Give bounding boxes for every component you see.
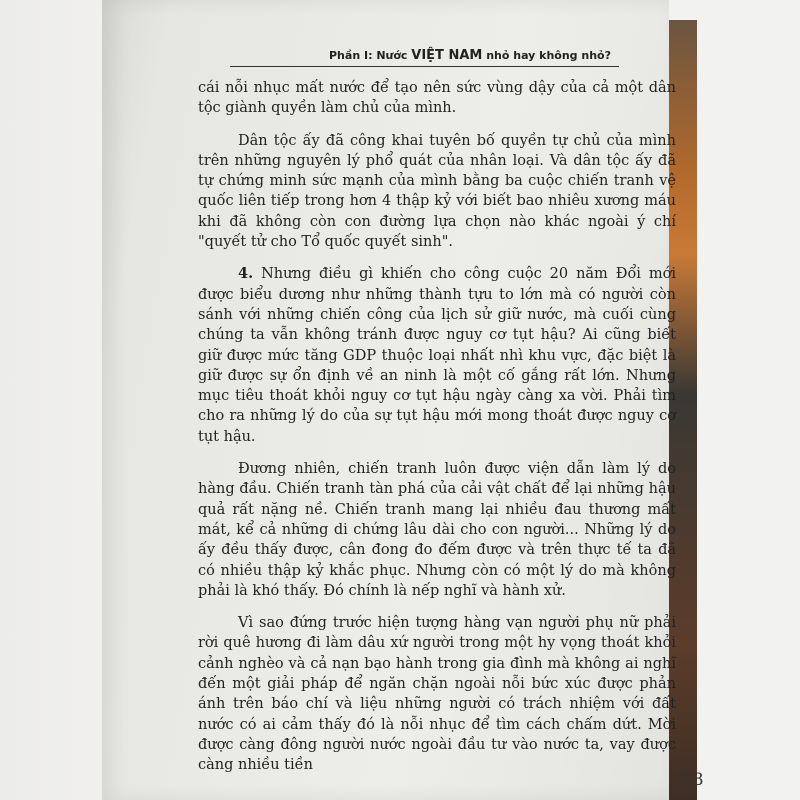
paragraph-3-text: Nhưng điều gì khiến cho công cuộc 20 năm Đổi mới được biểu dương như những thành tựu to lớn mà có người còn sánh với những chiến công của lịch sử giữ nước, mà cuối cùng chúng ta vẫn không tránh được nguy cơ tụt hậu? Ai cũng biết giữ được mức tăng GDP thuộc loại nhất nhì khu vực, đặc biệt là giữ được sự ổn định về an ninh là một cố gắng rất lớn. Nhưng mục tiêu thoát khỏi nguy cơ tụt hậu ngày càng xa vời. Phải tìm cho ra những lý do của sự tụt hậu mới mong thoát được nguy cơ tụt hậu. xyxy=(198,266,676,445)
running-head-title-b: nhỏ hay không nhỏ? xyxy=(486,49,611,62)
section-number: 4. xyxy=(238,265,254,283)
paragraph-5: Vì sao đứng trước hiện tượng hàng vạn người phụ nữ phải rời quê hương đi làm dâu xứ người trong một hy vọng thoát khỏi cảnh nghèo và cả nạn bạo hành trong gia đình mà không ai nghĩ đến một giải pháp để ngăn chặn ngoài nỗi bức xúc được phản ánh trên báo chí và liệu những người có trách nhiệm với đất nước có ai cảm thấy đó là nỗi nhục để tìm cách chấm dứt. Mời được càng đông người nước ngoài đầu tư vào nước ta, vay được càng nhiều tiền xyxy=(198,615,676,774)
running-head-part: Phần I: xyxy=(329,49,373,62)
background-left xyxy=(0,0,110,800)
body-text xyxy=(198,78,676,788)
running-head-title-a: Nước xyxy=(376,49,408,62)
page-number: 13 xyxy=(682,770,704,790)
paragraph-3 xyxy=(198,264,676,447)
paragraph-2: Dân tộc ấy đã công khai tuyên bố quyền tự chủ của mình trên những nguyên lý phổ quát của nhân loại. Và dân tộc ấy đã tự chứng minh sức mạnh của mình bằng ba cuộc chiến tranh vệ quốc liên tiếp trong hơn 4 thập kỷ với biết bao nhiêu xương máu khi đã không còn con đường lựa chọn nào khác ngoài ý chí "quyết tử cho Tổ quốc quyết sinh". xyxy=(198,132,676,251)
paragraph-1: cái nỗi nhục mất nước để tạo nên sức vùng dậy của cả một dân tộc giành quyền làm chủ của mình. xyxy=(198,80,676,117)
header-rule xyxy=(230,66,619,67)
running-head xyxy=(329,48,611,63)
running-head-title-strong: VIỆT NAM xyxy=(411,48,483,63)
book-page xyxy=(102,0,704,800)
paragraph-4: Đương nhiên, chiến tranh luôn được viện dẫn làm lý do hàng đầu. Chiến tranh tàn phá của cải vật chất để lại những hậu quả rất nặng nề. Chiến tranh mang lại nhiều đau thương mất mát, kể cả những di chứng lâu dài cho con người... Những lý do ấy đều thấy được, cân đong đo đếm được và trên thực tế ta đã có nhiều thập kỷ khắc phục. Nhưng còn có một lý do mà không phải là khó thấy. Đó chính là nếp nghĩ và hành xử. xyxy=(198,461,676,599)
